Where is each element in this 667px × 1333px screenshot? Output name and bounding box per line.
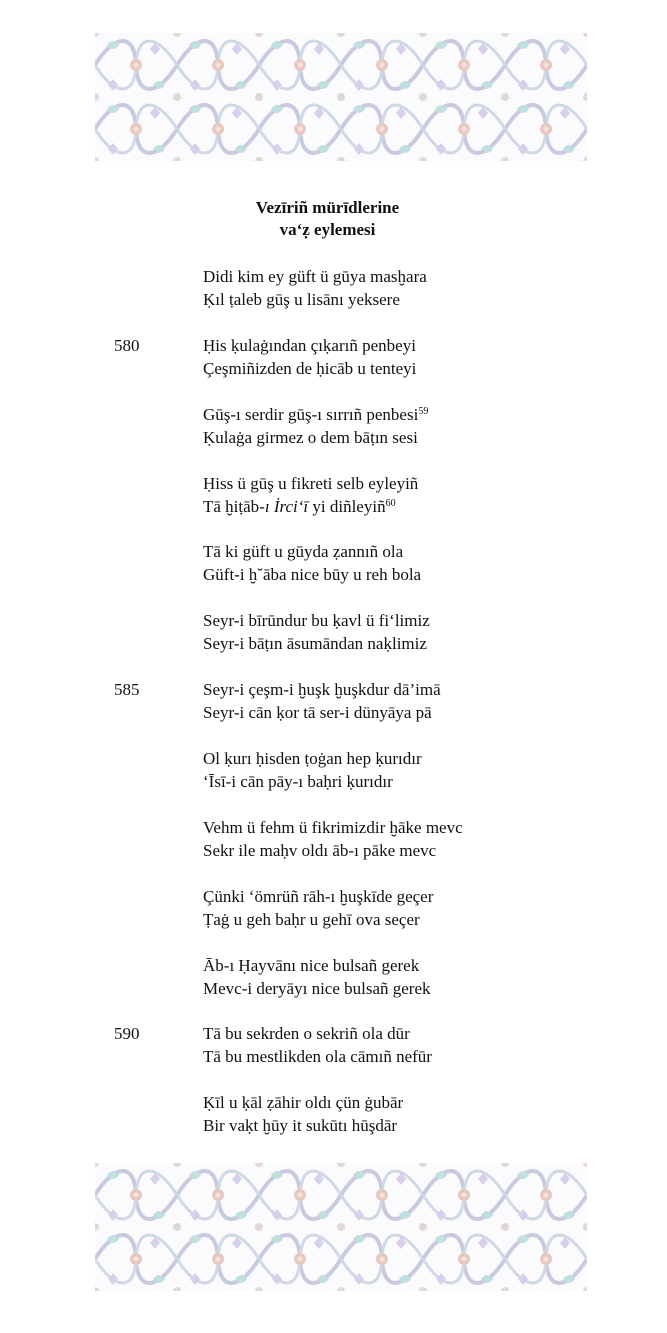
verse-line: Ṭaġ u geh baḥr u gehī ova seçer [203, 910, 420, 929]
verse-line: Ḥiss ü gūş u fikreti selb eyleyiñ [203, 474, 419, 493]
floral-pattern-icon [95, 33, 587, 161]
verse-line-text: yi diñleyiñ [308, 497, 386, 516]
verse-line [203, 403, 428, 426]
verse-line: Ḳulaġa girmez o dem bāṭın sesi [203, 428, 418, 447]
title-line-2: va‘ẓ eylemesi [279, 220, 376, 239]
verse-number: 580 [114, 336, 140, 355]
footnote-marker[interactable]: 59 [418, 406, 429, 417]
couplet [203, 403, 428, 449]
verse-line [203, 495, 418, 518]
verse-number: 590 [114, 1024, 140, 1043]
couplet [203, 265, 427, 311]
verse-line: Seyr-i çeşm-i ḫuşk ḫuşkdur dā’imā [203, 680, 441, 699]
verse-line: Mevc-i deryāyı nice bulsañ gerek [203, 979, 431, 998]
floral-pattern-icon [95, 1163, 587, 1291]
verse-line: Ol ḳurı ḥisden ṭoġan hep ḳurıdır [203, 749, 422, 768]
couplet [203, 472, 418, 518]
verse-line: Çeşmiñizden de ḥicāb u tenteyi [203, 359, 417, 378]
verse-line: Seyr-i bāṭın āsumāndan naḳlimiz [203, 634, 427, 653]
footnote-marker[interactable]: 60 [385, 498, 396, 509]
verse-line: Vehm ü fehm ü fikrimizdir ḫāke mevc [203, 818, 463, 837]
verse-line: Seyr-i cān ḳor tā ser-i dünyāya pā [203, 703, 432, 722]
verse-line: Tā bu mestlikden ola cāmıñ nefūr [203, 1047, 432, 1066]
bottom-ornament-band [95, 1163, 587, 1291]
verse-line-italic: ı İrci‘ī [264, 497, 309, 516]
verse-line: Ḳīl u ḳāl ẓāhir oldı çün ġubār [203, 1093, 404, 1112]
couplet [203, 747, 422, 793]
verse-line: Tā ki güft u gūyda ẓannıñ ola [203, 542, 404, 561]
couplet [203, 540, 421, 586]
verse-line: Sekr ile maḥv oldı āb-ı pāke mevc [203, 841, 437, 860]
poem-title [0, 197, 667, 241]
verse-line: Ḳıl ṭaleb gūş u lisānı yeksere [203, 290, 400, 309]
verse-line: Çünki ‘ömrüñ rāh-ı ḫuşkīde geçer [203, 887, 434, 906]
couplet [203, 816, 463, 862]
verse-line: Āb-ı Ḥayvānı nice bulsañ gerek [203, 956, 420, 975]
verse-line: Seyr-i bīrūndur bu ḳavl ü fi‘limiz [203, 611, 430, 630]
verse-number: 585 [114, 680, 140, 699]
verse-line: Ḥis ḳulaġından çıḳarıñ penbeyi [203, 336, 416, 355]
couplet [203, 334, 416, 380]
couplet [203, 609, 430, 655]
verse-line: Didi kim ey güft ü gūya masḫara [203, 267, 427, 286]
couplet [203, 885, 433, 931]
verse-line: Bir vaḳt ḫūy it sukūtı hūşdār [203, 1116, 398, 1135]
verse-line: Tā bu sekrden o sekriñ ola dūr [203, 1024, 410, 1043]
verse-line: Güft-i ḫ˘āba nice būy u reh bola [203, 565, 422, 584]
couplet [203, 1091, 403, 1137]
verse-line-text: Tā ḫiṭāb- [203, 497, 265, 516]
verse-line: ‘Īsī-i cān pāy-ı baḥri ḳurıdır [203, 772, 393, 791]
verse-line-text: Gūş-ı serdir gūş-ı sırrıñ penbesi [203, 405, 419, 424]
couplet [203, 954, 431, 1000]
couplet [203, 678, 441, 724]
couplet [203, 1022, 432, 1068]
top-ornament-band [95, 33, 587, 161]
title-line-1: Vezīriñ mürīdlerine [255, 198, 400, 217]
